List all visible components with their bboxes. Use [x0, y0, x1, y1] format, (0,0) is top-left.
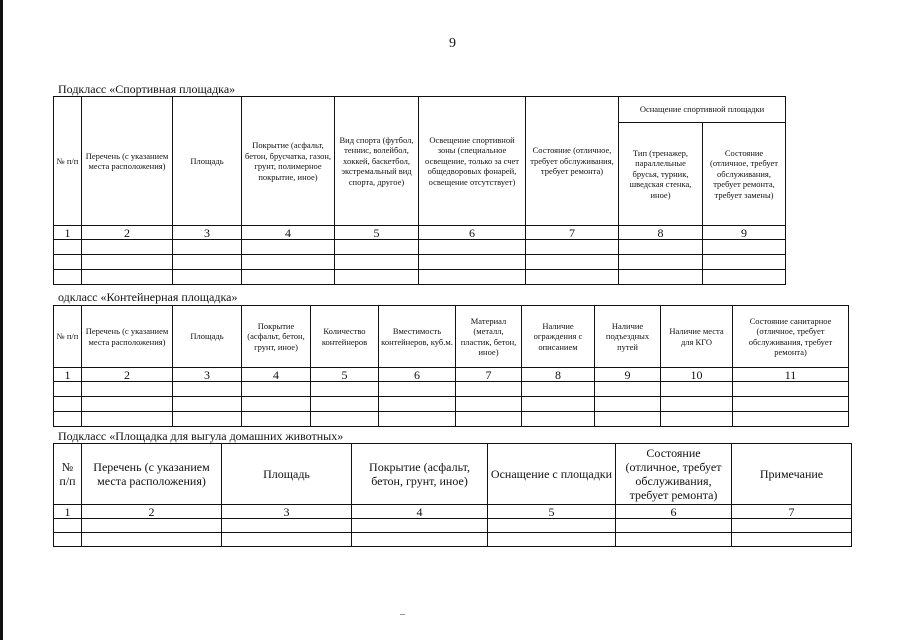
pets-header-list: Перечень (с указанием места расположения)	[82, 444, 222, 505]
sport-caption: Подкласс «Спортивная площадка»	[58, 82, 236, 96]
table-row	[54, 397, 849, 412]
container-col-number: 8	[522, 368, 595, 382]
pets-header-num: № п/п	[54, 444, 82, 505]
container-col-number: 7	[456, 368, 522, 382]
container-header-count: Количество контейнеров	[311, 306, 379, 368]
scan-edge	[0, 0, 3, 640]
container-caption: одкласс «Контейнерная площадка»	[58, 290, 238, 304]
container-header-capacity: Вместимость контейнеров, куб.м.	[379, 306, 456, 368]
container-header-area: Площадь	[173, 306, 242, 368]
sport-col-number: 8	[619, 226, 703, 240]
container-col-number: 4	[242, 368, 311, 382]
pets-header-note: Примечание	[732, 444, 852, 505]
container-col-number: 6	[379, 368, 456, 382]
sport-col-number: 1	[54, 226, 82, 240]
pets-col-number: 3	[222, 505, 352, 519]
sport-col-number: 2	[82, 226, 173, 240]
table-row	[54, 240, 786, 255]
sport-header-equip-group: Оснащение спортивной площадки	[619, 97, 786, 123]
pets-header-equip: Оснащение с площадки	[488, 444, 616, 505]
sport-header-equip-type: Тип (тренажер, параллельные брусья, турник, шведская стенка, иное)	[619, 123, 703, 226]
container-col-number: 1	[54, 368, 82, 382]
pets-header-area: Площадь	[222, 444, 352, 505]
sport-header-light: Освещение спортивной зоны (специальное освещение, только за счет общедворовых фонарей, освещение отсутствует)	[419, 97, 526, 226]
container-header-kgo: Наличие места для КГО	[661, 306, 733, 368]
container-table	[53, 305, 849, 427]
table-row	[54, 382, 849, 397]
page-number: 9	[449, 36, 456, 51]
sport-table	[53, 96, 786, 285]
pets-col-number: 6	[616, 505, 732, 519]
container-col-number: 2	[82, 368, 173, 382]
container-col-number: 11	[733, 368, 849, 382]
pets-header-cover: Покрытие (асфальт, бетон, грунт, иное)	[352, 444, 488, 505]
pets-col-number: 4	[352, 505, 488, 519]
container-header-roads: Наличие подъездных путей	[595, 306, 661, 368]
table-row	[54, 533, 852, 547]
sport-col-number: 7	[526, 226, 619, 240]
sport-header-num: № п/п	[54, 97, 82, 226]
sport-header-equip-state: Состояние (отличное, требует обслуживания, требует ремонта, требует замены)	[703, 123, 786, 226]
pets-col-number: 2	[82, 505, 222, 519]
container-header-list: Перечень (с указанием места расположения)	[82, 306, 173, 368]
pets-header-state: Состояние (отличное, требует обслуживания, требует ремонта)	[616, 444, 732, 505]
sport-header-area: Площадь	[173, 97, 242, 226]
container-header-material: Материал (металл, пластик, бетон, иное)	[456, 306, 522, 368]
sport-col-number: 9	[703, 226, 786, 240]
pets-caption: Подкласс «Площадка для выгула домашних животных»	[58, 429, 344, 443]
container-col-number: 3	[173, 368, 242, 382]
pets-col-number: 7	[732, 505, 852, 519]
pets-col-number: 5	[488, 505, 616, 519]
table-row	[54, 255, 786, 270]
container-header-fence: Наличие ограждения с описанием	[522, 306, 595, 368]
container-col-number: 9	[595, 368, 661, 382]
container-header-sanitary: Состояние санитарное (отличное, требует обслуживания, требует ремонта)	[733, 306, 849, 368]
scan-mark	[400, 614, 405, 615]
sport-col-number: 4	[242, 226, 335, 240]
sport-header-state: Состояние (отличное, требует обслуживания, требует ремонта)	[526, 97, 619, 226]
sport-col-number: 6	[419, 226, 526, 240]
container-header-num: № п/п	[54, 306, 82, 368]
pets-table	[53, 443, 852, 547]
container-col-number: 10	[661, 368, 733, 382]
sport-header-cover: Покрытие (асфальт, бетон, брусчатка, газон, грунт, полимерное покрытие, иное)	[242, 97, 335, 226]
container-header-cover: Покрытие (асфальт, бетон, грунт, иное)	[242, 306, 311, 368]
container-col-number: 5	[311, 368, 379, 382]
table-row	[54, 270, 786, 285]
table-row	[54, 519, 852, 533]
sport-header-list: Перечень (с указанием места расположения)	[82, 97, 173, 226]
table-row	[54, 412, 849, 427]
pets-col-number: 1	[54, 505, 82, 519]
sport-col-number: 3	[173, 226, 242, 240]
sport-col-number: 5	[335, 226, 419, 240]
sport-header-kind: Вид спорта (футбол, теннис, волейбол, хоккей, баскетбол, экстремальный вид спорта, другое)	[335, 97, 419, 226]
